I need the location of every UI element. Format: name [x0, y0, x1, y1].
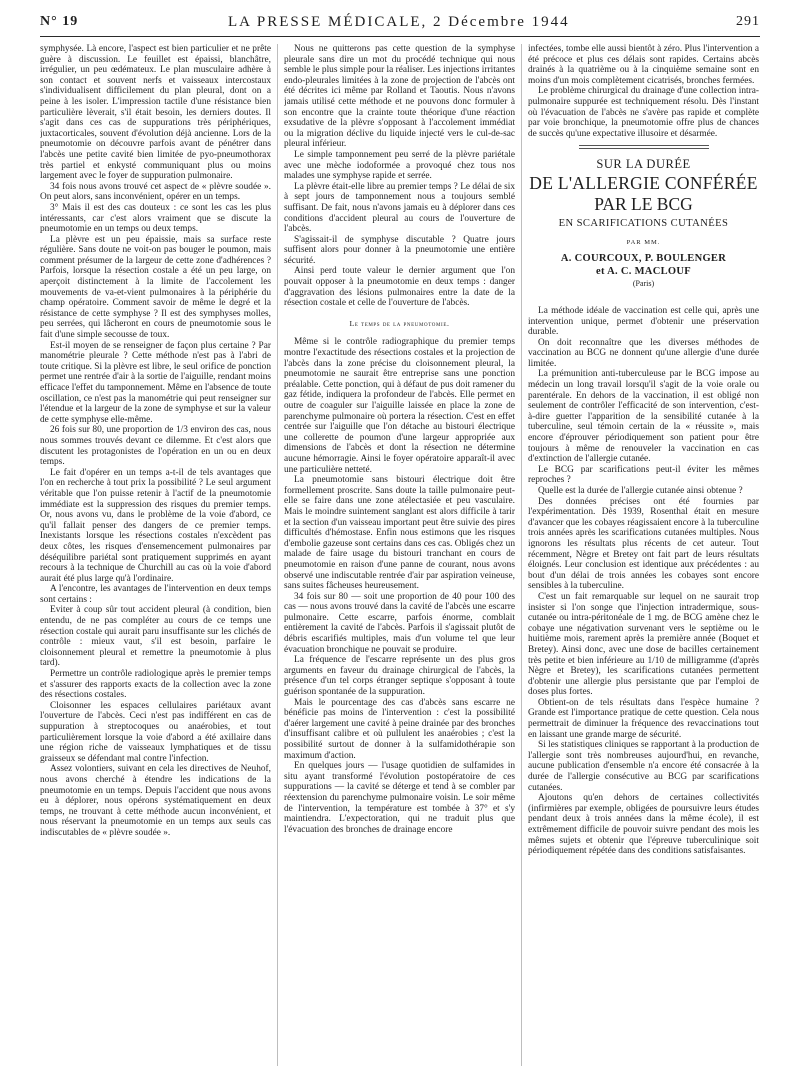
paragraph: On doit reconnaître que les diverses méthodes de vaccination au BCG ne donnent qu'une allergie d'une durée limitée.	[528, 337, 759, 369]
article-separator	[579, 145, 709, 149]
paragraph: Obtient-on de tels résultats dans l'espèce humaine ? Grande est l'importance pratique de cette question. Cela nous permettrait de diminuer la fréquence des revaccinations tout en laissant une grande marge de sécurité.	[528, 697, 759, 740]
paragraph: Le problème chirurgical du drainage d'une collection intra-pulmonaire suppurée est techniquement résolu. Dès l'instant où l'évacuation de l'abcès ne s'avère pas rapide et complète par voie bronchique, la pneumotomie offre plus de chances de succès qu'une expectative illusoire et désarmée.	[528, 86, 759, 139]
paragraph: Cloisonner les espaces cellulaires pariétaux avant l'ouverture de l'abcès. Ceci n'est pas indifférent en cas de suppuration à streptocoques ou anaérobies, et tout particulièrement lorsque la voie d'abord a été axillaire dans une région riche de vaisseaux lymphatiques et de tissu graisseux se défendant mal contre l'infection.	[40, 700, 271, 764]
paragraph: Quelle est la durée de l'allergie cutanée ainsi obtenue ?	[538, 486, 743, 496]
article-title-line: PAR LE BCG	[594, 193, 693, 214]
paragraph: Des données précises ont été fournies par l'expérimentation. Dès 1939, Rosenthal était en mesure d'avancer que les cobayes réagissaient encore à la tuberculine trois années après les scarifications cutanées multiples. Nous ignorons les résultats plus récents de cet auteur. Tout récemment, Nègre et Bretey ont fait part de leurs résultats éloignés. Leur conclusion est identique aux précédentes : au bout d'un délai de trois années les cobayes sont encore sensibles à la tuberculine.	[528, 496, 759, 592]
paragraph: Nous ne quitterons pas cette question de la symphyse pleurale sans dire un mot du procédé technique qui nous semble le plus simple pour la réaliser. Les injections irritantes endo-pleurales limitées à la zone de projection de l'abcès ont été décrites ici même par Rolland et Taoutis. Nous n'avons jamais utilisé cette méthode et ne pouvons donc formuler à son encontre que la crainte toute théorique d'une réaction exsudative de la plèvre s'opposant à l'accolement immédiat ou la migration déclive du liquide injecté vers le cul-de-sac pleural inférieur.	[284, 44, 515, 150]
paragraph: infectées, tombe elle aussi bientôt à zéro. Plus l'intervention a été précoce et plus ces délais sont rapides. Certains abcès drainés à la quatrième ou à la cinquième semaine sont en moins d'un mois complètement cicatrisés, bronches fermées.	[528, 44, 759, 86]
authors: et A. C. MACLOUF	[596, 265, 691, 277]
paragraph: La fréquence de l'escarre représente un des plus gros arguments en faveur du drainage chirurgical de l'abcès, la présence d'un tel corps étranger septique s'opposant à toute guérison spontanée de la suppuration.	[284, 655, 515, 698]
paragraph: Le simple tamponnement peu serré de la plèvre pariétale avec une mèche iodoformée a provoqué chez tous nos malades une symphyse rapide et serrée.	[284, 149, 515, 182]
column-divider	[521, 44, 522, 1066]
page-header	[40, 12, 760, 38]
issue-number: N° 19	[40, 14, 79, 29]
paragraph: 34 fois nous avons trouvé cet aspect de « plèvre soudée ». On peut alors, sans inconvénient, opérer en un temps.	[40, 181, 271, 203]
page-number: 291	[736, 14, 760, 29]
byline-prefix: PAR MM.	[626, 238, 661, 246]
paragraph: La plèvre est un peu épaissie, mais sa surface reste régulière. Sans doute ne voit-on pas bouger le poumon, mais comment présumer de la largeur de cette zone d'adhérences ? Parfois, lorsque la résection costale a été un peu large, on aperçoit distinctement à la limite de l'accolement les mouvements de va-et-vient pulmonaires à la périphérie du champ opératoire. Comment savoir de même le degré et la résistance de cette symphyse ? Il est des symphyses molles, peu serrées, qui lâcheront en cours de pneumotomie sous le fait d'une simple secousse de toux.	[40, 234, 271, 341]
article-subtitle: EN SCARIFICATIONS CUTANÉES	[558, 217, 729, 229]
paragraph: Le fait d'opérer en un temps a-t-il de tels avantages que l'on en recherche à tout prix la possibilité ? Le seul argument véritable que l'on puisse retenir à l'actif de la pneumotomie immédiate est la suppression des risques du premier temps. Or, nous avons vu, dans le problème de la voie d'abord, ce qu'il fallait penser des dangers de ce premier temps. Inexistants lorsque les résections costales n'excèdent pas deux côtes, les risques d'ensemencement pulmonaires par déséquilibre pariétal sont pratiquement supprimés en ayant recours à la technique de Churchill au cas où la voie d'abord aurait été plus large qu'à l'ordinaire.	[40, 467, 271, 584]
paragraph: Assez volontiers, suivant en cela les directives de Neuhof, nous avons cherché à étendre les indications de la pneumotomie en un temps. Depuis l'accident que nous avons eu à déplorer, nous opérons systématiquement en deux temps, ne trouvant à cette méthode aucun inconvénient, et nous réservant la pneumotomie en un temps aux seuls cas indiscutables de « plèvre soudée ».	[40, 764, 271, 838]
paragraph: Est-il moyen de se renseigner de façon plus certaine ? Par manométrie pleurale ? Cette méthode n'est pas à l'abri de toute critique. Si la plèvre est libre, le seul orifice de ponction permet une rentrée d'air à la sortie de l'aiguille, rendant moins efficace l'effet du tamponnement. Même en l'absence de toute oscillation, ce n'est pas la manométrie qui peut renseigner sur l'étendue et la largeur de la zone de symphyse et sur la valeur de cette symphyse elle-même.	[40, 340, 271, 425]
paragraph: Si les statistiques cliniques se rapportant à la production de l'allergie sont très nombreuses aujourd'hui, en revanche, aucune publication d'ensemble n'a encore été consacrée à la durée de l'allergie consécutive au BCG par scarifications cutanées.	[528, 740, 759, 793]
paragraph: Eviter à coup sûr tout accident pleural (à condition, bien entendu, de ne pas compléter au cours de ce temps une résection costale qui aurait paru insuffisante sur les clichés de contrôle : mieux vaut, s'il est besoin, parfaire le cloisonnement pleural et remettre la pneumotomie à plus tard).	[40, 605, 271, 669]
author-location: (Paris)	[632, 279, 655, 289]
paragraph: 26 fois sur 80, une proportion de 1/3 environ des cas, nous nous sommes trouvés devant ce dilemme. Et c'est alors que discutent les protagonistes de l'opération en un ou en deux temps.	[40, 425, 271, 468]
paragraph: 3° Mais il est des cas douteux : ce sont les cas les plus intéressants, car c'est alors vraiment que se discute la pneumotomie en un temps ou deux temps.	[40, 202, 271, 235]
paragraph: Mais le pourcentage des cas d'abcès sans escarre ne bénéficie pas moins de l'intervention : c'est la possibilité d'aérer largement une cavité à peine drainée par des bronches d'insuffisant calibre et où pullulent les anaérobies ; c'est la possibilité surtout de donner à la sulfamidothérapie son maximum d'action.	[284, 697, 515, 761]
article-title-line: DE L'ALLERGIE CONFÉRÉE	[529, 172, 758, 193]
column-right	[528, 44, 759, 1074]
column-left	[40, 44, 271, 1074]
column-divider	[277, 44, 278, 1066]
paragraph: La plèvre était-elle libre au premier temps ? Le délai de six à sept jours de tamponnement nous a toujours semblé suffisant. De fait, nous n'avons jamais eu à déplorer dans ces conditions d'accident pleural au cours de l'ouverture de l'abcès.	[284, 181, 515, 235]
paragraph: Permettre un contrôle radiologique après le premier temps et s'assurer des rapports exacts de la collection avec la zone des résections costales.	[40, 669, 271, 701]
article-title-line: SUR LA DURÉE	[596, 157, 691, 172]
paragraph: C'est un fait remarquable sur lequel on ne saurait trop insister si l'on songe que l'injection intradermique, sous-cutanée ou intra-péritonéale de 1 mg. de BCG amène chez le cobaye une négativation survenant vers le septième ou le huitième mois, rarement après la première année (Boquet et Bretey). Ainsi donc, avec une dose de bacilles certainement très petite et bien inférieure au 1/10 de milligramme (d'après Nègre et Bretey), les scarifications cutanées permettent d'obtenir une allergie plus persistante que par l'emploi de doses plus fortes.	[528, 591, 759, 698]
paragraph: La méthode idéale de vaccination est celle qui, après une intervention unique, permet d'obtenir une préservation durable.	[528, 305, 759, 338]
paragraph: La prémunition anti-tuberculeuse par le BCG impose au médecin un long travail lorsqu'il s'agit de la voie orale ou parentérale. En dehors de la vaccination, il est obligé non seulement de contrôler l'efficacité de son intervention, c'est-à-dire guetter l'apparition de la sensibilité cutanée à la tuberculine, seul témoin certain de la « réussite », mais encore d'éprouver périodiquement son patient pour être toujours à même de renouveler la vaccination en cas d'extinction de l'allergie cutanée.	[528, 369, 759, 465]
section-heading: Le temps de la pneumotomie.	[349, 318, 450, 328]
paragraph: 34 fois sur 80 — soit une proportion de 40 pour 100 des cas — nous avons trouvé dans la cavité de l'abcès une escarre pulmonaire. Cette escarre, parfois énorme, comblait entièrement la cavité de l'abcès. Parfois il s'agissait plutôt de débris escarifiés multiples, mais d'un volume tel que leur évacuation bronchique ne pouvait se produire.	[284, 591, 515, 655]
journal-title: LA PRESSE MÉDICALE, 2 Décembre 1944	[228, 14, 570, 30]
authors: A. COURCOUX, P. BOULENGER	[560, 253, 727, 265]
paragraph: Ajoutons qu'en dehors de certaines collectivités (infirmières par exemple, obligées de poursuivre leurs études pendant deux à trois années dans la même école), il est extrêmement difficile de pouvoir suivre pendant des mois les mêmes sujets et obtenir que l'épreuve tuberculinique soit périodiquement répétée dans des conditions satisfaisantes.	[528, 793, 759, 857]
article-heading	[528, 159, 759, 290]
paragraph: symphysée. Là encore, l'aspect est bien particulier et ne prête guère à discussion. Le feuillet est épaissi, blanchâtre, irrégulier, un peu œdémateux. Le plan musculaire adhère à son contact et souvent nerfs et vaisseaux intercostaux s'individualisent difficilement du plan pleural, dont on a peine à les isoler. L'impression tactile d'une résistance bien particulière lèverait, s'il était besoin, les derniers doutes. Il s'agit dans ces cas de suppurations très périphériques, juxtacorticales, souvent d'évolution déjà ancienne. Lors de la pneumotomie on découvre parfois avant de pénétrer dans l'abcès une petite cavité bien limitée de pyo-pneumothorax très partiel et enkysté communiquant plus ou moins largement avec le foyer de suppuration pulmonaire.	[40, 44, 271, 182]
paragraph: Ainsi perd toute valeur le dernier argument que l'on pouvait opposer à la pneumotomie en deux temps : danger d'aggravation des lésions pulmonaires entre la date de la résection costale et celle de l'ouverture de l'abcès.	[284, 266, 515, 309]
paragraph: Même si le contrôle radiographique du premier temps montre l'exactitude des résections costales et la projection de l'abcès dans la zone précise du cloisonnement pleural, la pneumotomie ne saurait être entreprise sans une ponction préalable. Cette ponction, qui à défaut de pus doit ramener du gaz fétide, indiquera la profondeur de l'abcès. Elle permet en outre de coaguler sur l'aiguille laissée en place la zone de parenchyme pulmonaire où portera la résection. C'est en effet centrée sur l'aiguille que l'on détache au bistouri électrique une collerette de poumon d'une largeur appropriée aux dimensions de l'abcès et dont la résection ne détermine aucune hémorragie. Ainsi le foyer opératoire apparaît-il avec une particulière netteté.	[284, 337, 515, 475]
paragraph: La pneumotomie sans bistouri électrique doit être formellement proscrite. Sans doute la taille pulmonaire peut-elle se faire dans une zone atélectasiée et peu vasculaire. Mais le moindre suintement sanglant est alors difficile à tarir et la section d'un vaisseau important peut être suivie des pires difficultés d'hémostase. Enfin nous estimons que les risques d'embolie gazeuse sont certains dans ces cas. Obligés chez un malade de faire usage du bistouri tranchant en cours de pneumotomie en raison d'une panne de courant, nous avons observé une indiscutable rentrée d'air par aspiration veineuse, sans suites fâcheuses heureusement.	[284, 475, 515, 592]
header-rule	[40, 36, 760, 37]
paragraph: Le BCG par scarifications peut-il éviter les mêmes reproches ?	[528, 464, 759, 486]
paragraph: S'agissait-il de symphyse discutable ? Quatre jours suffisent alors pour donner à la pneumotomie une entière sécurité.	[284, 234, 515, 266]
paragraph: A l'encontre, les avantages de l'intervention en deux temps sont certains :	[40, 584, 271, 605]
paragraph: En quelques jours — l'usage quotidien de sulfamides in situ ayant transformé l'évolution postopératoire de ces suppurations — la cavité se déterge et tend à se combler par réextension du parenchyme pulmonaire voisin. Le soir même de l'intervention, la température est tombée à 37° et s'y maintiendra. L'expectoration, qui ne traduit plus que l'évacuation des bronches de drainage encore	[284, 761, 515, 835]
column-middle	[284, 44, 515, 1074]
